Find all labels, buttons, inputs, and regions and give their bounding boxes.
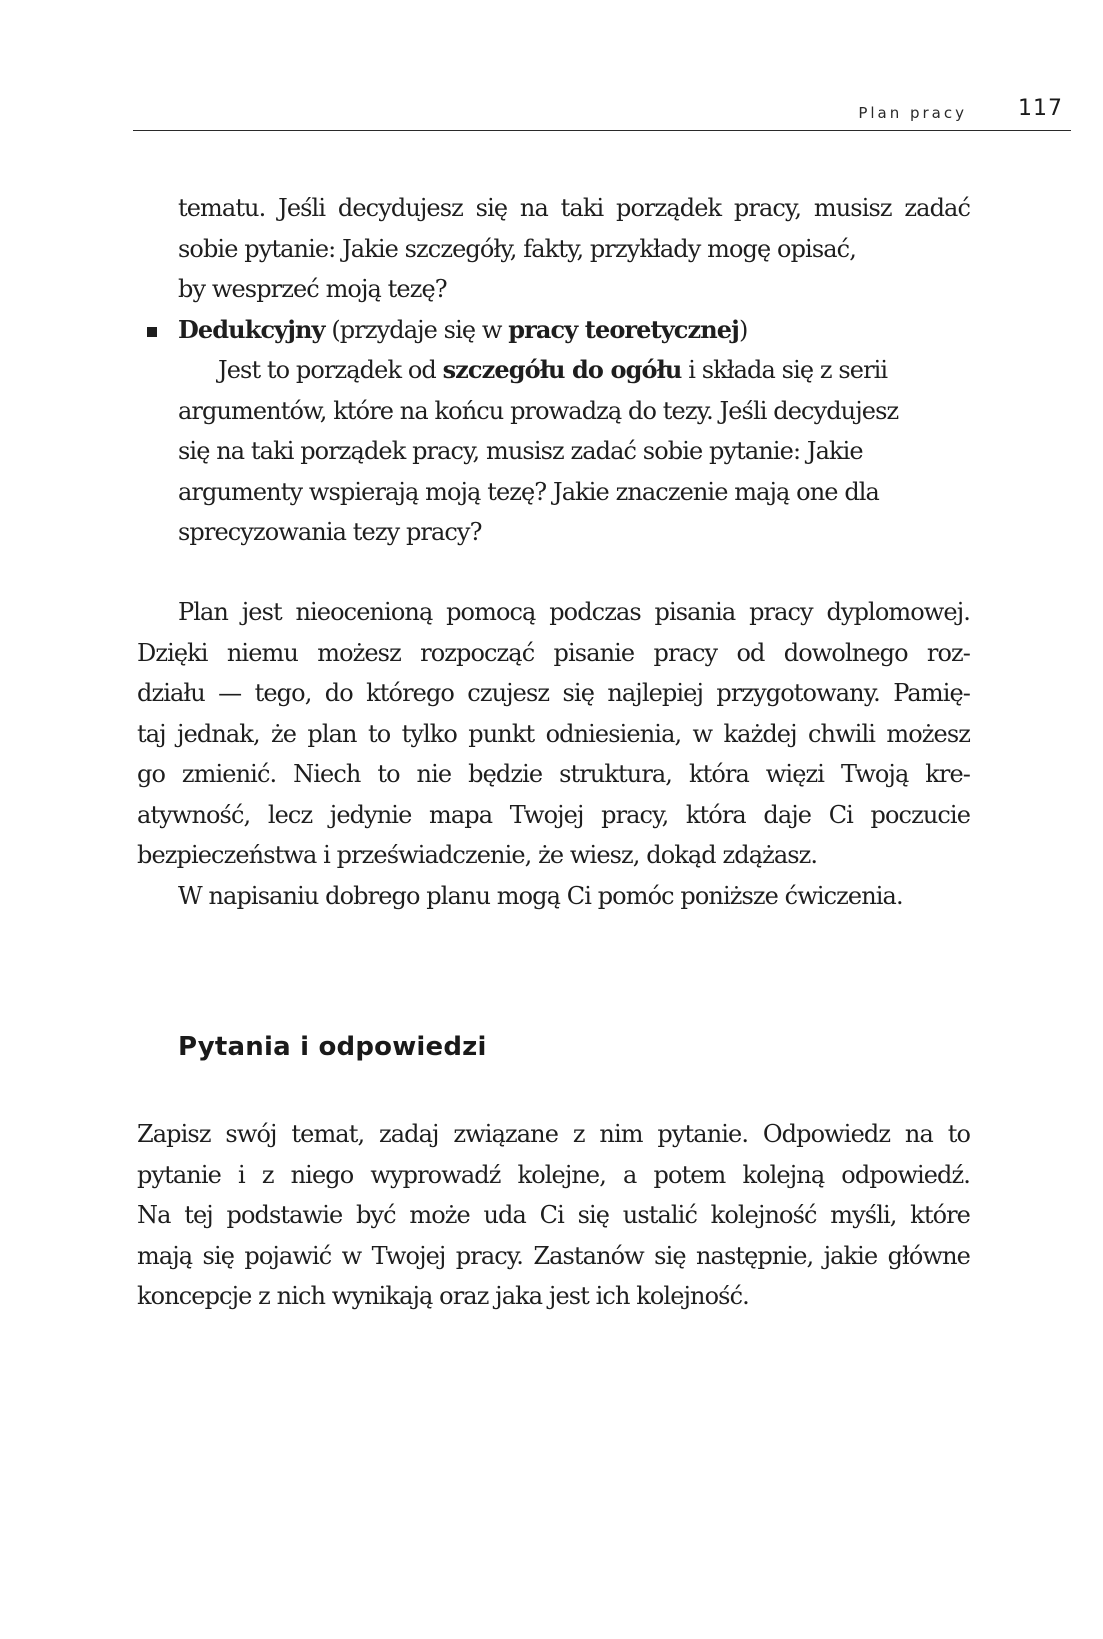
text-line: się na taki porządek pracy, musisz zadać sobie pytanie: Jakie <box>178 437 863 465</box>
text-line: tematu. Jeśli decydujesz się na taki porządek pracy, musisz zadać <box>178 194 970 222</box>
running-title: Plan pracy <box>858 104 967 122</box>
page-header <box>133 90 1071 131</box>
text-line: Plan jest nieocenioną pomocą podczas pisania pracy dyplomowej. <box>178 598 970 626</box>
text-line: koncepcje z nich wynikają oraz jaka jest ich kolejność. <box>137 1282 749 1310</box>
bullet-term: Dedukcyjny <box>178 314 325 344</box>
text-line: działu — tego, do którego czujesz się najlepiej przygotowany. Pamię- <box>137 679 970 707</box>
text-line: atywność, lecz jedynie mapa Twojej pracy, która daje Ci poczucie <box>137 800 970 829</box>
text-line <box>137 350 970 391</box>
text-span: i składa się z serii <box>681 356 888 384</box>
text-line: Dzięki niemu możesz rozpocząć pisanie pracy od dowolnego roz- <box>137 638 970 667</box>
text-line: argumenty wspierają moją tezę? Jakie znaczenie mają one dla <box>178 477 879 506</box>
text-line: by wesprzeć moją tezę? <box>178 275 447 303</box>
text-line: Na tej podstawie być może uda Ci się ustalić kolejność myśli, które <box>137 1201 970 1229</box>
text-line: Zapisz swój temat, zadaj związane z nim pytanie. Odpowiedz na to <box>137 1120 970 1148</box>
text-line: bezpieczeństwa i przeświadczenie, że wiesz, dokąd zdążasz. <box>137 841 818 869</box>
text-span: Jest to porządek od <box>218 356 443 384</box>
page-number: 117 <box>1018 96 1063 121</box>
bullet-text-end: ) <box>738 315 748 344</box>
paragraph-plan <box>137 592 970 916</box>
bold-span: szczegółu do ogółu <box>442 355 682 384</box>
section-heading: Pytania i odpowiedzi <box>178 1032 487 1062</box>
continued-list-text <box>137 188 970 553</box>
bullet-term-2: pracy teoretycznej <box>508 314 739 344</box>
text-line: pytanie i z niego wyprowadź kolejne, a potem kolejną odpowiedź. <box>137 1160 970 1189</box>
paragraph-questions <box>137 1114 970 1317</box>
text-line: sobie pytanie: Jakie szczegóły, fakty, przykłady mogę opisać, <box>178 234 856 263</box>
bullet-item-deductive <box>137 310 970 351</box>
text-line: mają się pojawić w Twojej pracy. Zastanów się następnie, jakie główne <box>137 1241 970 1270</box>
text-line: sprecyzowania tezy pracy? <box>178 518 482 546</box>
text-line: go zmienić. Niech to nie będzie struktura, która więzi Twoją kre- <box>137 760 970 788</box>
bullet-text: (przydaje się w <box>324 315 509 344</box>
text-line: argumentów, które na końcu prowadzą do tezy. Jeśli decydujesz <box>178 396 899 425</box>
bullet-square-icon <box>147 327 157 337</box>
text-line: W napisaniu dobrego planu mogą Ci pomóc poniższe ćwiczenia. <box>178 881 903 910</box>
text-line: taj jednak, że plan to tylko punkt odniesienia, w każdej chwili możesz <box>137 719 970 748</box>
